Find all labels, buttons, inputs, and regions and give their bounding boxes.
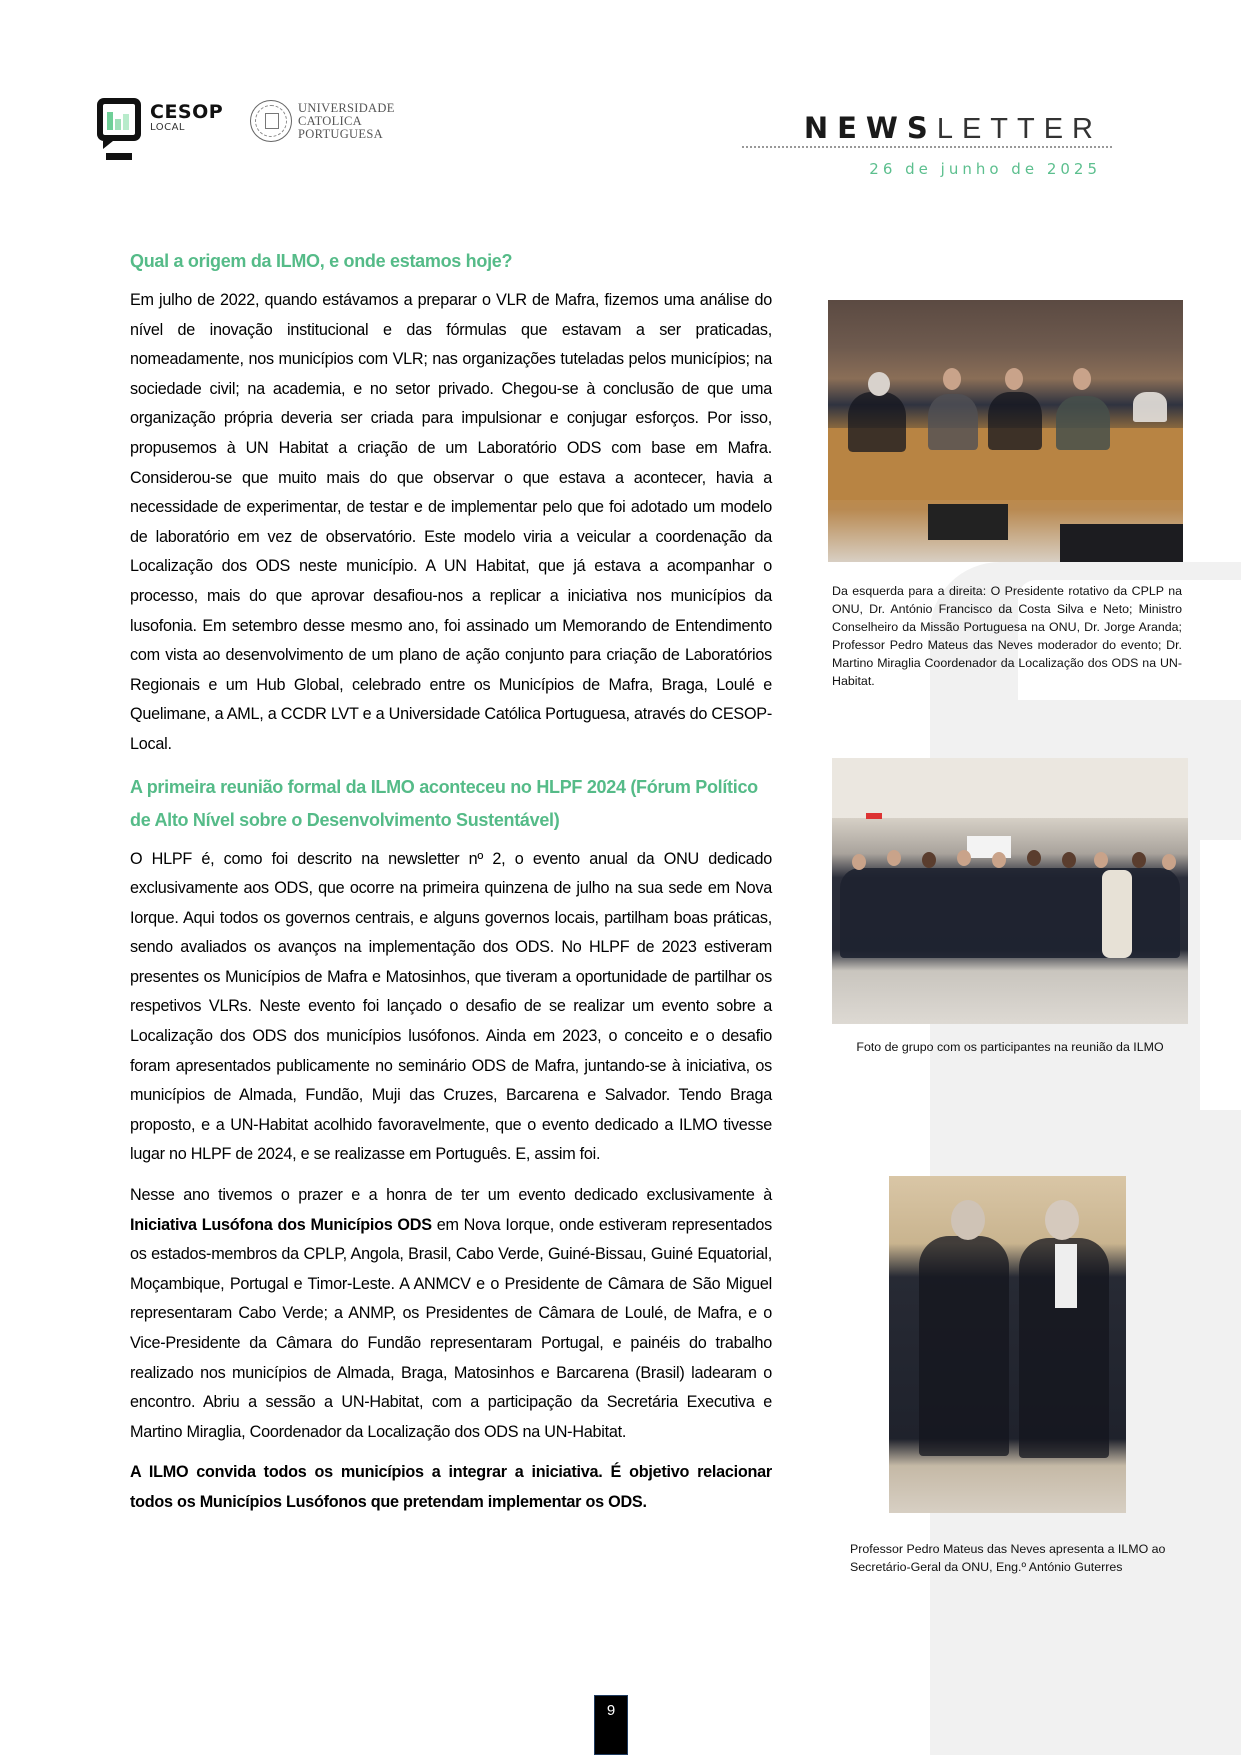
masthead-light: LETTER <box>936 113 1102 145</box>
paragraph: O HLPF é, como foi descrito na newsletter nº 2, o evento anual da ONU dedicado exclusivamente aos ODS, que ocorre na primeira quinzena de julho na sua sede em Nova Iorque. Aqui todos os governos centrais, e alguns governos locais, partilham boas práticas, sendo avaliados os avanços na implementação dos ODS. No HLPF de 2023 estiveram presentes os Municípios de Mafra e Matosinhos, que tiveram a oportunidade de partilhar os respetivos VLRs. Neste evento foi lançado o desafio de se realizar um evento sobre a Localização dos ODS dos municípios lusófonos. Ainda em 2023, o conceito e o desafio foram apresentados publicamente no seminário ODS de Mafra, juntando-se à iniciativa, os municípios de Almada, Fundão, Muji das Cruzes, Barcarena e Salvador. Tendo Braga proposto, e a UN-Habitat acolhido favoravelmente, que o evento dedicado a ILMO tivesse lugar no HLPF de 2024, e se realizasse em Português. E, assim foi. <box>130 849 772 1164</box>
background-watermark-cutout <box>1200 840 1241 1110</box>
paragraph: Em julho de 2022, quando estávamos a preparar o VLR de Mafra, fizemos uma análise do nível de inovação institucional e das fórmulas que estavam a ser praticadas, nomeadamente, nos municípios com VLR; nas organizações tuteladas pelos municípios; na sociedade civil; na academia, e no setor privado. Chegou-se à conclusão de que uma organização própria deveria ser criada para impulsionar e conjugar esforços. Por isso, propusemos à UN Habitat a criação de um Laboratório ODS com base em Mafra. Considerou-se que muito mais do que observar o que estava a acontecer, havia a necessidade de experimentar, de testar e de implementar pelo que foi adotado um modelo de laboratório em vez de observatório. Este modelo viria a veicular a coordenação da Localização dos ODS neste município. A UN Habitat, que já estava a acompanhar o processo, mais do que aprovar desafiou-nos a replicar a iniciativa nos municípios da lusofonia. Em setembro desse mesmo ano, foi assinado um Memorando de Entendimento com vista ao desenvolvimento de um plano de ação conjunto para criação de Laboratórios Regionais e um Hub Global, celebrado entre os Municípios de Mafra, Braga, Loulé e Quelimane, a AML, a CCDR LVT e a Universidade Católica Portuguesa, através do CESOP-Local. <box>130 291 772 753</box>
cesop-chart-icon <box>97 98 141 162</box>
figure-caption: Da esquerda para a direita: O Presidente rotativo da CPLP na ONU, Dr. António Francisco da Costa Silva e Neto; Ministro Conselheiro da Missão Portuguesa na ONU, Dr. Jorge Aranda; Professor Pedro Mateus das Neves moderador do evento; Dr. Martino Miraglia Coordenador da Localização dos ODS na UN-Habitat. <box>832 584 1182 688</box>
ucp-seal-icon <box>250 100 292 142</box>
section-heading: Qual a origem da ILMO, e onde estamos hoje? <box>130 251 513 271</box>
ucp-logo-line: CATOLICA <box>298 113 362 128</box>
cesop-local-logo <box>97 98 223 162</box>
section-heading: A primeira reunião formal da ILMO aconteceu no HLPF 2024 (Fórum Político de Alto Nível sobre o Desenvolvimento Sustentável) <box>130 776 758 830</box>
page-number: 9 <box>594 1695 628 1755</box>
paragraph-text: Nesse ano tivemos o prazer e a honra de ter um evento dedicado exclusivamente à <box>130 1186 772 1205</box>
figure-caption: Foto de grupo com os participantes na reunião da ILMO <box>856 1040 1164 1054</box>
photo-guterres-meeting <box>889 1176 1126 1513</box>
cesop-logo-subtitle: LOCAL <box>150 122 185 133</box>
newsletter-masthead <box>804 112 1102 145</box>
closing-statement: A ILMO convida todos os municípios a integrar a iniciativa. É objetivo relacionar todos os Municípios Lusófonos que pretendam implementar os ODS. <box>130 1463 772 1511</box>
ucp-logo <box>250 100 395 142</box>
issue-date: 26 de junho de 2025 <box>869 160 1101 178</box>
initiative-name: Iniciativa Lusófona dos Municípios ODS <box>130 1215 432 1234</box>
figure-caption: Professor Pedro Mateus das Neves apresenta a ILMO ao Secretário-Geral da ONU, Eng.º António Guterres <box>850 1542 1166 1574</box>
paragraph-text: em Nova Iorque, onde estiveram representados os estados-membros da CPLP, Angola, Brasil, Cabo Verde, Guiné-Bissau, Guiné Equatorial, Moçambique, Portugal e Timor-Leste. A ANMCV e o Presidente de Câmara de São Miguel representaram Cabo Verde; a ANMP, os Presidentes de Câmara de Loulé, de Mafra, e o Vice-Presidente da Câmara do Fundão representaram Portugal, e painéis do trabalho realizado nos municípios de Almada, Braga, Matosinhos e Barcarena (Brasil) ladearam o encontro. Abriu a sessão a UN-Habitat, com a participação da Secretária Executiva e Martino Miraglia, Coordenador da Localização dos ODS na UN-Habitat. <box>130 1215 772 1441</box>
article-body <box>130 245 772 1529</box>
dotted-divider <box>742 146 1112 148</box>
cesop-logo-title: CESOP <box>150 101 224 123</box>
ucp-logo-line: UNIVERSIDADE <box>298 100 395 115</box>
paragraph <box>130 1181 772 1447</box>
photo-group-participants <box>832 758 1188 1024</box>
photo-panel-meeting <box>828 300 1183 562</box>
masthead-bold: NEWS <box>803 111 937 145</box>
ucp-logo-line: PORTUGUESA <box>298 126 383 141</box>
background-watermark-shape <box>930 562 1241 1755</box>
